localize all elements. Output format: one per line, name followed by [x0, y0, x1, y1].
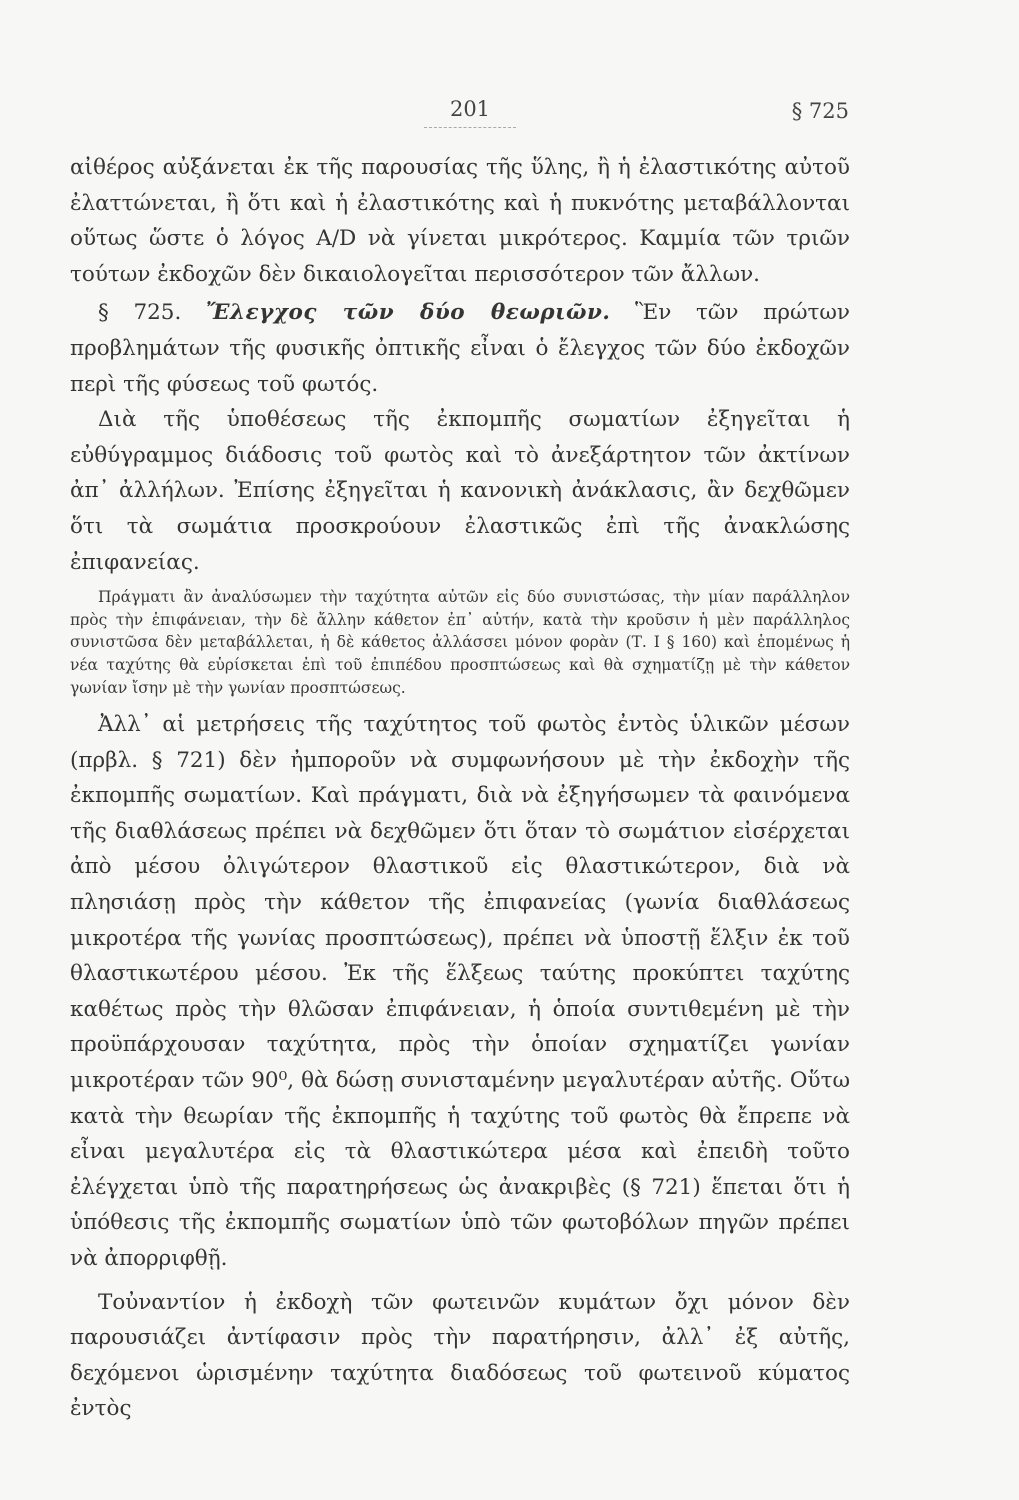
paragraph-refraction-argument: Ἀλλ᾽ αἱ μετρήσεις τῆς ταχύτητος τοῦ φωτὸς ἐντὸς ὑλικῶν μέσων (πρβλ. § 721) δὲν ἠμποροῦν νὰ συμφωνήσουν μὲ τὴν ἐκδοχὴν τῆς ἐκπομπῆς σωματίων. Καὶ πράγματι, διὰ νὰ ἐξηγήσωμεν τὰ φαινόμενα τῆς διαθλάσεως πρέπει νὰ δεχθῶμεν ὅτι ὅταν τὸ σωμάτιον εἰσέρχεται ἀπὸ μέσου ὀλιγώτερον θλαστικοῦ εἰς θλαστικώτερον, διὰ νὰ πλησιάσῃ πρὸς τὴν κάθετον τῆς ἐπιφανείας (γωνία διαθλάσεως μικροτέρα τῆς γωνίας προσπτώσεως), πρέπει νὰ ὑποστῇ ἕλξιν ἐκ τοῦ θλαστικωτέρου μέσου. Ἐκ τῆς ἕλξεως ταύτης προκύπτει ταχύτης καθέτως πρὸς τὴν θλῶσαν ἐπιφάνειαν, ἡ ὁποία συντιθεμένη μὲ τὴν προϋπάρχουσαν ταχύτητα, πρὸς τὴν ὁποίαν σχηματίζει γωνίαν μικροτέραν τῶν 90⁰, θὰ δώσῃ συνισταμένην μεγαλυτέραν αὐτῆς. Οὕτω κατὰ τὴν θεωρίαν τῆς ἐκπομπῆς ἡ ταχύτης τοῦ φωτὸς θὰ ἔπρεπε νὰ εἶναι μεγαλυτέρα εἰς τὰ θλαστικώτερα μέσα καὶ ἐπειδὴ τοῦτο ἐλέγχεται ὑπὸ τῆς παρατηρήσεως ὡς ἀνακριβὲς (§ 721) ἕπεται ὅτι ἡ ὑπόθεσις τῆς ἐκπομπῆς σωματίων ὑπὸ τῶν φωτοβόλων πηγῶν πρέπει νὰ ἀπορριφθῇ. [70, 712, 850, 1271]
paragraph-continued: αἰθέρος αὐξάνεται ἐκ τῆς παρουσίας τῆς ὕλης, ἢ ἡ ἐλαστικότης αὐτοῦ ἐλαττώνεται, ἢ ὅτι καὶ ἡ ἐλαστικότης καὶ ἡ πυκνότης μεταβάλλονται οὕτως ὥστε ὁ λόγος A/D νὰ γίνεται μικρότερος. Καμμία τῶν τριῶν τούτων ἐκδοχῶν δὲν δικαιολογεῖται περισσότερον τῶν ἄλλων. [70, 155, 850, 287]
paragraph-emission-theory: Διὰ τῆς ὑποθέσεως τῆς ἐκπομπῆς σωματίων ἐξηγεῖται ἡ εὐθύγραμμος διάδοσις τοῦ φωτὸς καὶ τὸ ἀνεξάρτητον τῶν ἀκτίνων ἀπ᾽ ἀλλήλων. Ἐπίσης ἐξηγεῖται ἡ κανονικὴ ἀνάκλασις, ἂν δεχθῶμεν ὅτι τὰ σωμάτια προσκρούουν ἐλαστικῶς ἐπὶ τῆς ἀνακλώσης ἐπιφανείας. [70, 407, 850, 575]
section-title: Ἔλεγχος τῶν δύο θεωριῶν. [206, 300, 611, 326]
section-number: § 725. [98, 300, 182, 326]
paragraph-wave-theory: Τοὐναντίον ἡ ἐκδοχὴ τῶν φωτεινῶν κυμάτων ὄχι μόνον δὲν παρουσιάζει ἀντίφασιν πρὸς τὴν παρατήρησιν, ἀλλ᾽ ἐξ αὐτῆς, δεχόμενοι ὡρισμένην ταχύτητα διαδόσεως τοῦ φωτεινοῦ κύματος ἐντὸς [70, 1289, 850, 1422]
body-text [70, 150, 850, 1427]
running-section-marker: § 725 [791, 99, 849, 123]
small-print-note: Πράγματι ἂν ἀναλύσωμεν τὴν ταχύτητα αὐτῶν εἰς δύο συνιστώσας, τὴν μίαν παράλληλον πρὸς τὴν ἐπιφάνειαν, τὴν δὲ ἄλλην κάθετον ἐπ᾽ αὐτήν, κατὰ τὴν κροῦσιν ἡ μὲν παράλληλος συνιστῶσα δὲν μεταβάλλεται, ἡ δὲ κάθετος ἀλλάσσει μόνον φορὰν (Τ. Ι § 160) καὶ ἑπομένως ἡ νέα ταχύτης θὰ εὑρίσκεται ἐπὶ τοῦ ἐπιπέδου προσπτώσεως καὶ θὰ σχηματίζῃ μὲ τὴν κάθετον γωνίαν ἴσην μὲ τὴν γωνίαν προσπτώσεως. [70, 588, 850, 697]
page-number: 201 [0, 97, 940, 128]
section-paragraph [70, 295, 850, 402]
section-intro-text: Ἓν τῶν πρώτων προβλημάτων τῆς φυσικῆς ὀπτικῆς εἶναι ὁ ἔλεγχος τῶν δύο ἐκδοχῶν περὶ τῆς φύσεως τοῦ φωτός. [70, 300, 850, 397]
